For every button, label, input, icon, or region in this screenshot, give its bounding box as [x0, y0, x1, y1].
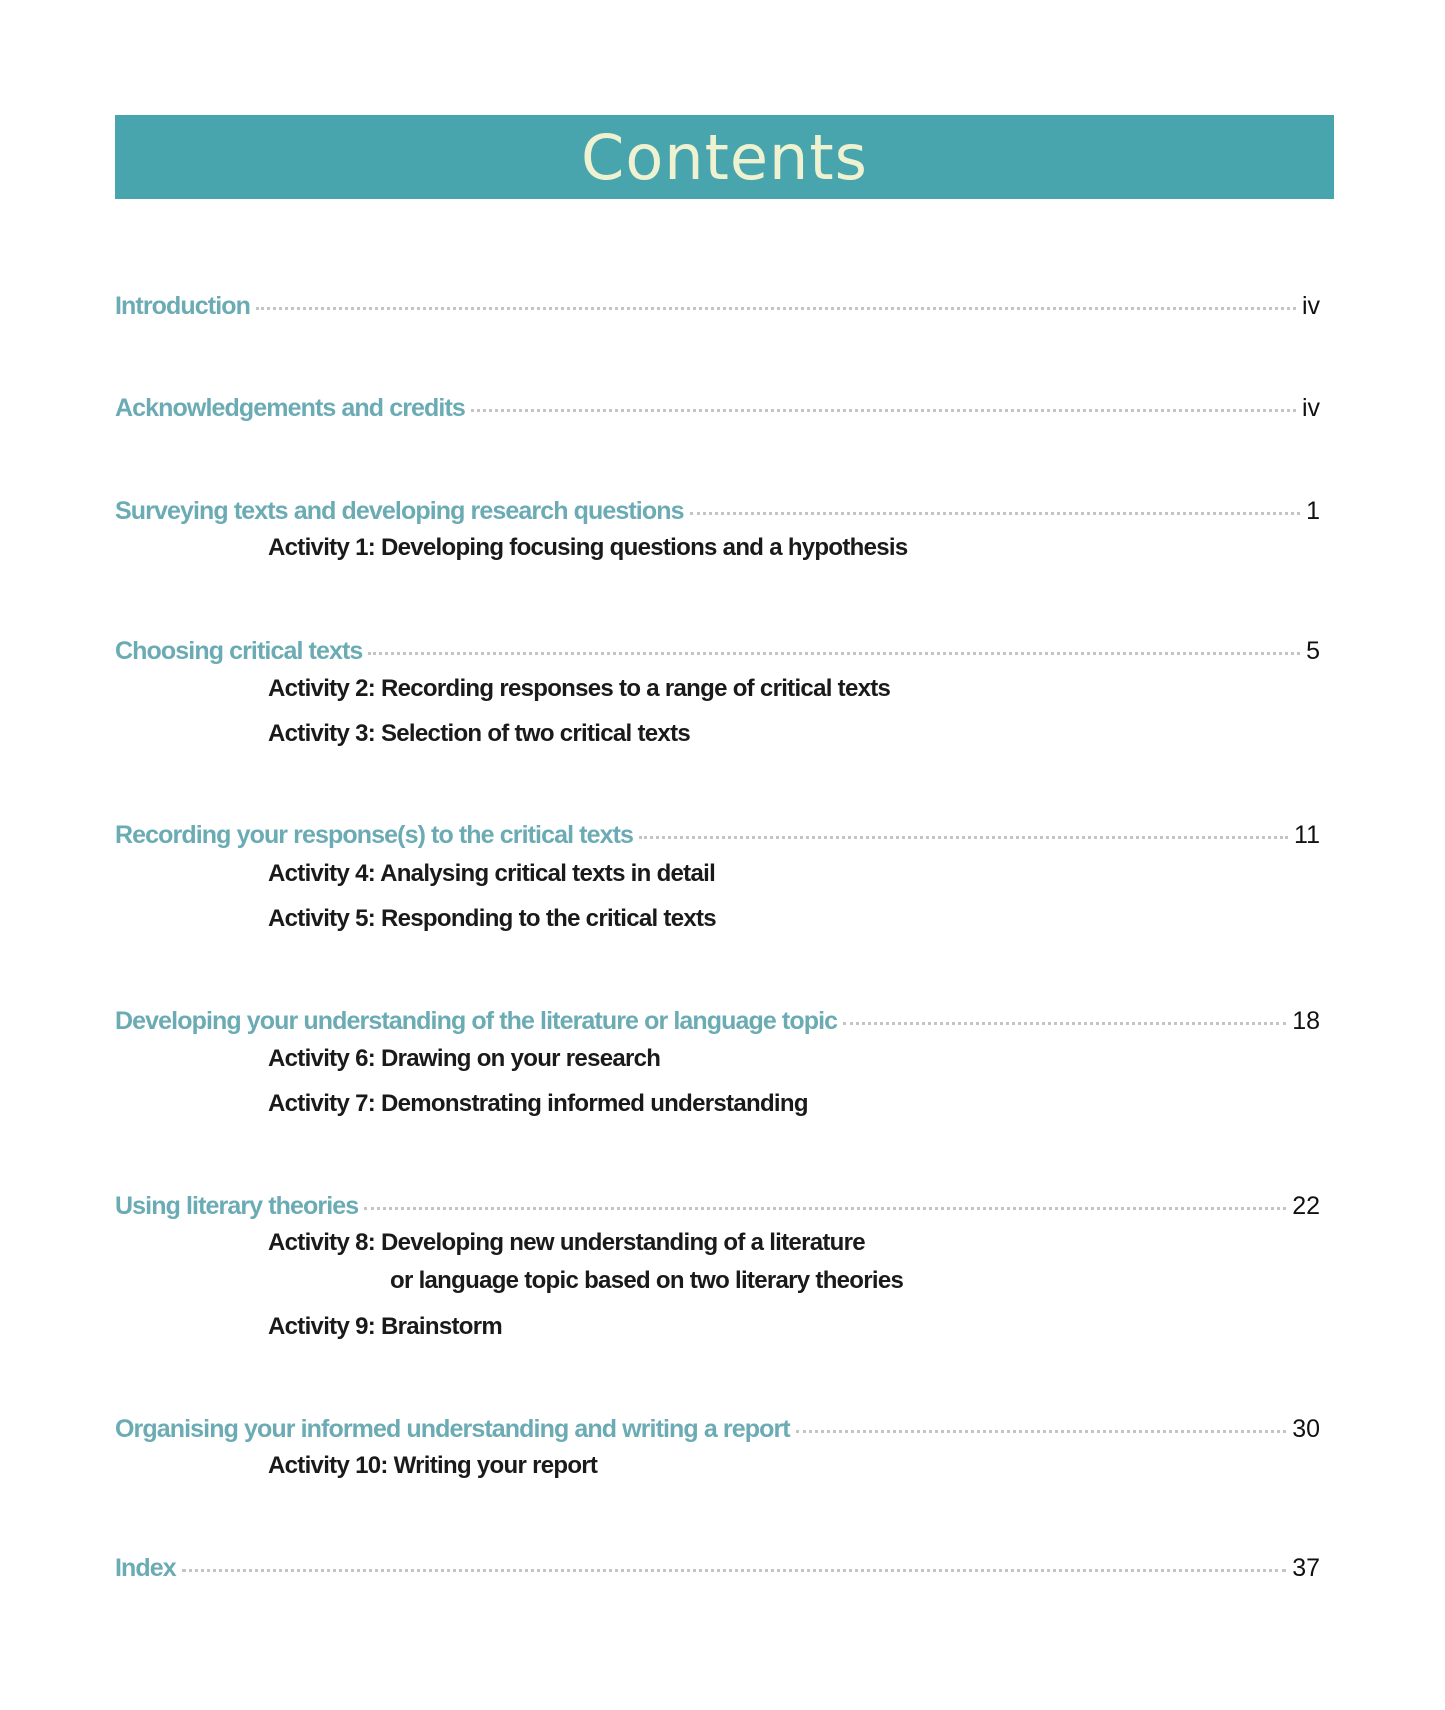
toc-entry[interactable] [115, 394, 1320, 428]
activity-entry[interactable]: Activity 3: Selection of two critical texts [268, 720, 691, 747]
activity-entry[interactable]: Activity 6: Drawing on your research [268, 1045, 661, 1072]
page-number: 5 [1306, 637, 1320, 665]
section-heading[interactable]: Using literary theories [115, 1192, 359, 1220]
activity-entry[interactable]: or language topic based on two literary theories [390, 1267, 904, 1294]
section-heading[interactable]: Organising your informed understanding and writing a report [115, 1415, 790, 1443]
page-number: 22 [1292, 1192, 1320, 1220]
dot-leader [364, 1207, 1286, 1210]
section-heading[interactable]: Index [115, 1554, 176, 1582]
dot-leader [471, 409, 1296, 412]
page-number: 1 [1306, 497, 1320, 525]
activity-entry[interactable]: Activity 2: Recording responses to a range of critical texts [268, 675, 891, 702]
page-number: 11 [1294, 821, 1320, 849]
page-number: 30 [1292, 1415, 1320, 1443]
toc-entry[interactable] [115, 497, 1320, 531]
section-heading[interactable]: Choosing critical texts [115, 637, 363, 665]
toc-entry[interactable] [115, 1192, 1320, 1226]
toc-entry[interactable] [115, 637, 1320, 671]
dot-leader [639, 836, 1288, 839]
toc-entry[interactable] [115, 292, 1320, 326]
toc-entry[interactable] [115, 1415, 1320, 1449]
activity-entry[interactable]: Activity 1: Developing focusing questions and a hypothesis [268, 534, 908, 561]
toc-entry[interactable] [115, 821, 1320, 855]
dot-leader [368, 652, 1300, 655]
page-title: Contents [581, 120, 868, 194]
section-heading[interactable]: Surveying texts and developing research questions [115, 497, 684, 525]
activity-entry[interactable]: Activity 4: Analysing critical texts in detail [268, 860, 716, 887]
dot-leader [182, 1569, 1286, 1572]
page-number: 18 [1292, 1007, 1320, 1035]
dot-leader [843, 1022, 1286, 1025]
toc-entry[interactable] [115, 1007, 1320, 1041]
section-heading[interactable]: Developing your understanding of the literature or language topic [115, 1007, 838, 1035]
activity-entry[interactable]: Activity 9: Brainstorm [268, 1313, 502, 1340]
activity-entry[interactable]: Activity 8: Developing new understanding of a literature [268, 1229, 865, 1256]
activity-entry[interactable]: Activity 10: Writing your report [268, 1452, 598, 1479]
activity-entry[interactable]: Activity 5: Responding to the critical texts [268, 905, 716, 932]
section-heading[interactable]: Recording your response(s) to the critical texts [115, 821, 634, 849]
dot-leader [256, 307, 1296, 310]
page-number: iv [1301, 292, 1320, 320]
activity-entry[interactable]: Activity 7: Demonstrating informed understanding [268, 1090, 808, 1117]
section-heading[interactable]: Introduction [115, 292, 251, 320]
title-banner [115, 115, 1334, 199]
page-number: iv [1301, 394, 1320, 422]
dot-leader [690, 512, 1301, 515]
toc-entry[interactable] [115, 1554, 1320, 1588]
section-heading[interactable]: Acknowledgements and credits [115, 394, 465, 422]
page-number: 37 [1292, 1554, 1320, 1582]
dot-leader [796, 1430, 1286, 1433]
